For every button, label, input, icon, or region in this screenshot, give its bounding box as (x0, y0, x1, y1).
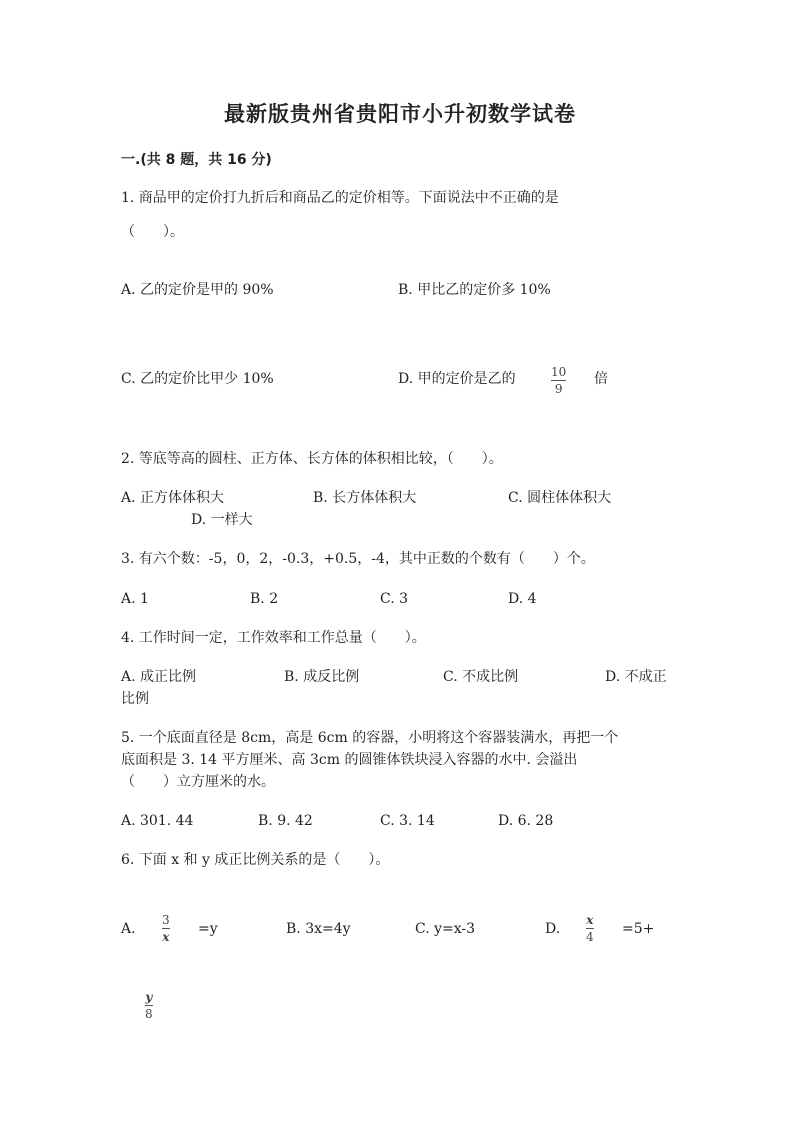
question-1-option-d-fraction (551, 365, 566, 396)
question-3-option-a[interactable]: A. 1 (121, 591, 149, 607)
question-5-stem-line-1: 5. 一个底面直径是 8cm，高是 6cm 的容器，小明将这个容器装满水，再把一个 (121, 730, 619, 746)
question-2-option-d[interactable]: D. 一样大 (191, 512, 253, 528)
question-1-option-c[interactable]: C. 乙的定价比甲少 10% (121, 371, 274, 387)
question-3-stem: 3. 有六个数：-5，0，2，-0.3，+0.5，-4，其中正数的个数有（ ）个。 (121, 551, 595, 567)
question-5-option-a[interactable]: A. 301. 44 (121, 813, 194, 829)
fraction-denominator: 9 (554, 382, 563, 396)
fraction-denominator: 8 (145, 1007, 153, 1021)
question-5-option-d[interactable]: D. 6. 28 (498, 813, 554, 829)
question-2-option-a[interactable]: A. 正方体体积大 (121, 490, 225, 506)
question-6-option-a-fraction (162, 913, 170, 944)
question-5-stem-line-3: （ ）立方厘米的水。 (121, 774, 275, 790)
question-1-option-d-suffix: 倍 (594, 371, 608, 387)
question-1-stem: 1. 商品甲的定价打九折后和商品乙的定价相等。下面说法中不正确的是 (121, 190, 559, 206)
question-4-option-b[interactable]: B. 成反比例 (284, 669, 360, 685)
question-2-option-c[interactable]: C. 圆柱体体积大 (508, 490, 612, 506)
question-6-option-d[interactable]: D. (545, 921, 561, 937)
section-heading: 一.(共 8 题，共 16 分) (121, 152, 272, 168)
question-3-option-c[interactable]: C. 3 (380, 591, 409, 607)
fraction-bar (551, 380, 566, 381)
fraction-denominator: x (162, 930, 170, 944)
question-6-option-d-fraction (586, 913, 594, 944)
question-6-stem: 6. 下面 x 和 y 成正比例关系的是（ ）。 (121, 852, 390, 868)
question-1-blank: （ ）。 (121, 224, 184, 240)
fraction-numerator: y (145, 990, 153, 1004)
question-1-option-a[interactable]: A. 乙的定价是甲的 90% (121, 282, 274, 298)
question-4-option-a[interactable]: A. 成正比例 (121, 669, 197, 685)
question-6-option-b[interactable]: B. 3x=4y (286, 921, 351, 937)
question-3-option-d[interactable]: D. 4 (508, 591, 537, 607)
question-6-option-d-suffix: =5+ (622, 921, 655, 937)
fraction-numerator: 10 (551, 365, 567, 379)
question-2-option-b[interactable]: B. 长方体体积大 (313, 490, 417, 506)
question-6-option-a-suffix: =y (198, 921, 218, 937)
question-4-stem: 4. 工作时间一定，工作效率和工作总量（ ）。 (121, 630, 426, 646)
question-5-option-b[interactable]: B. 9. 42 (258, 813, 313, 829)
fraction-bar (586, 928, 594, 929)
question-4-option-d-continued: 比例 (121, 691, 149, 707)
page-title: 最新版贵州省贵阳市小升初数学试卷 (224, 102, 576, 126)
question-5-option-c[interactable]: C. 3. 14 (380, 813, 435, 829)
fraction-numerator: 3 (162, 913, 170, 927)
question-2-stem: 2. 等底等高的圆柱、正方体、长方体的体积相比较，（ ）。 (121, 451, 503, 467)
question-6-option-a[interactable]: A. (121, 921, 136, 937)
question-6-option-d-fraction-2 (145, 990, 153, 1021)
question-3-option-b[interactable]: B. 2 (250, 591, 279, 607)
fraction-bar (162, 928, 170, 929)
question-6-option-c[interactable]: C. y=x-3 (415, 921, 476, 937)
question-4-option-d[interactable]: D. 不成正 (605, 669, 667, 685)
question-4-option-c[interactable]: C. 不成比例 (443, 669, 519, 685)
fraction-denominator: 4 (586, 930, 594, 944)
question-1-option-d[interactable]: D. 甲的定价是乙的 (398, 371, 516, 387)
fraction-numerator: x (586, 913, 594, 927)
fraction-bar (145, 1005, 153, 1006)
question-1-option-b[interactable]: B. 甲比乙的定价多 10% (398, 282, 551, 298)
question-5-stem-line-2: 底面积是 3. 14 平方厘米、高 3cm 的圆锥体铁块浸入容器的水中. 会溢出 (121, 752, 578, 768)
